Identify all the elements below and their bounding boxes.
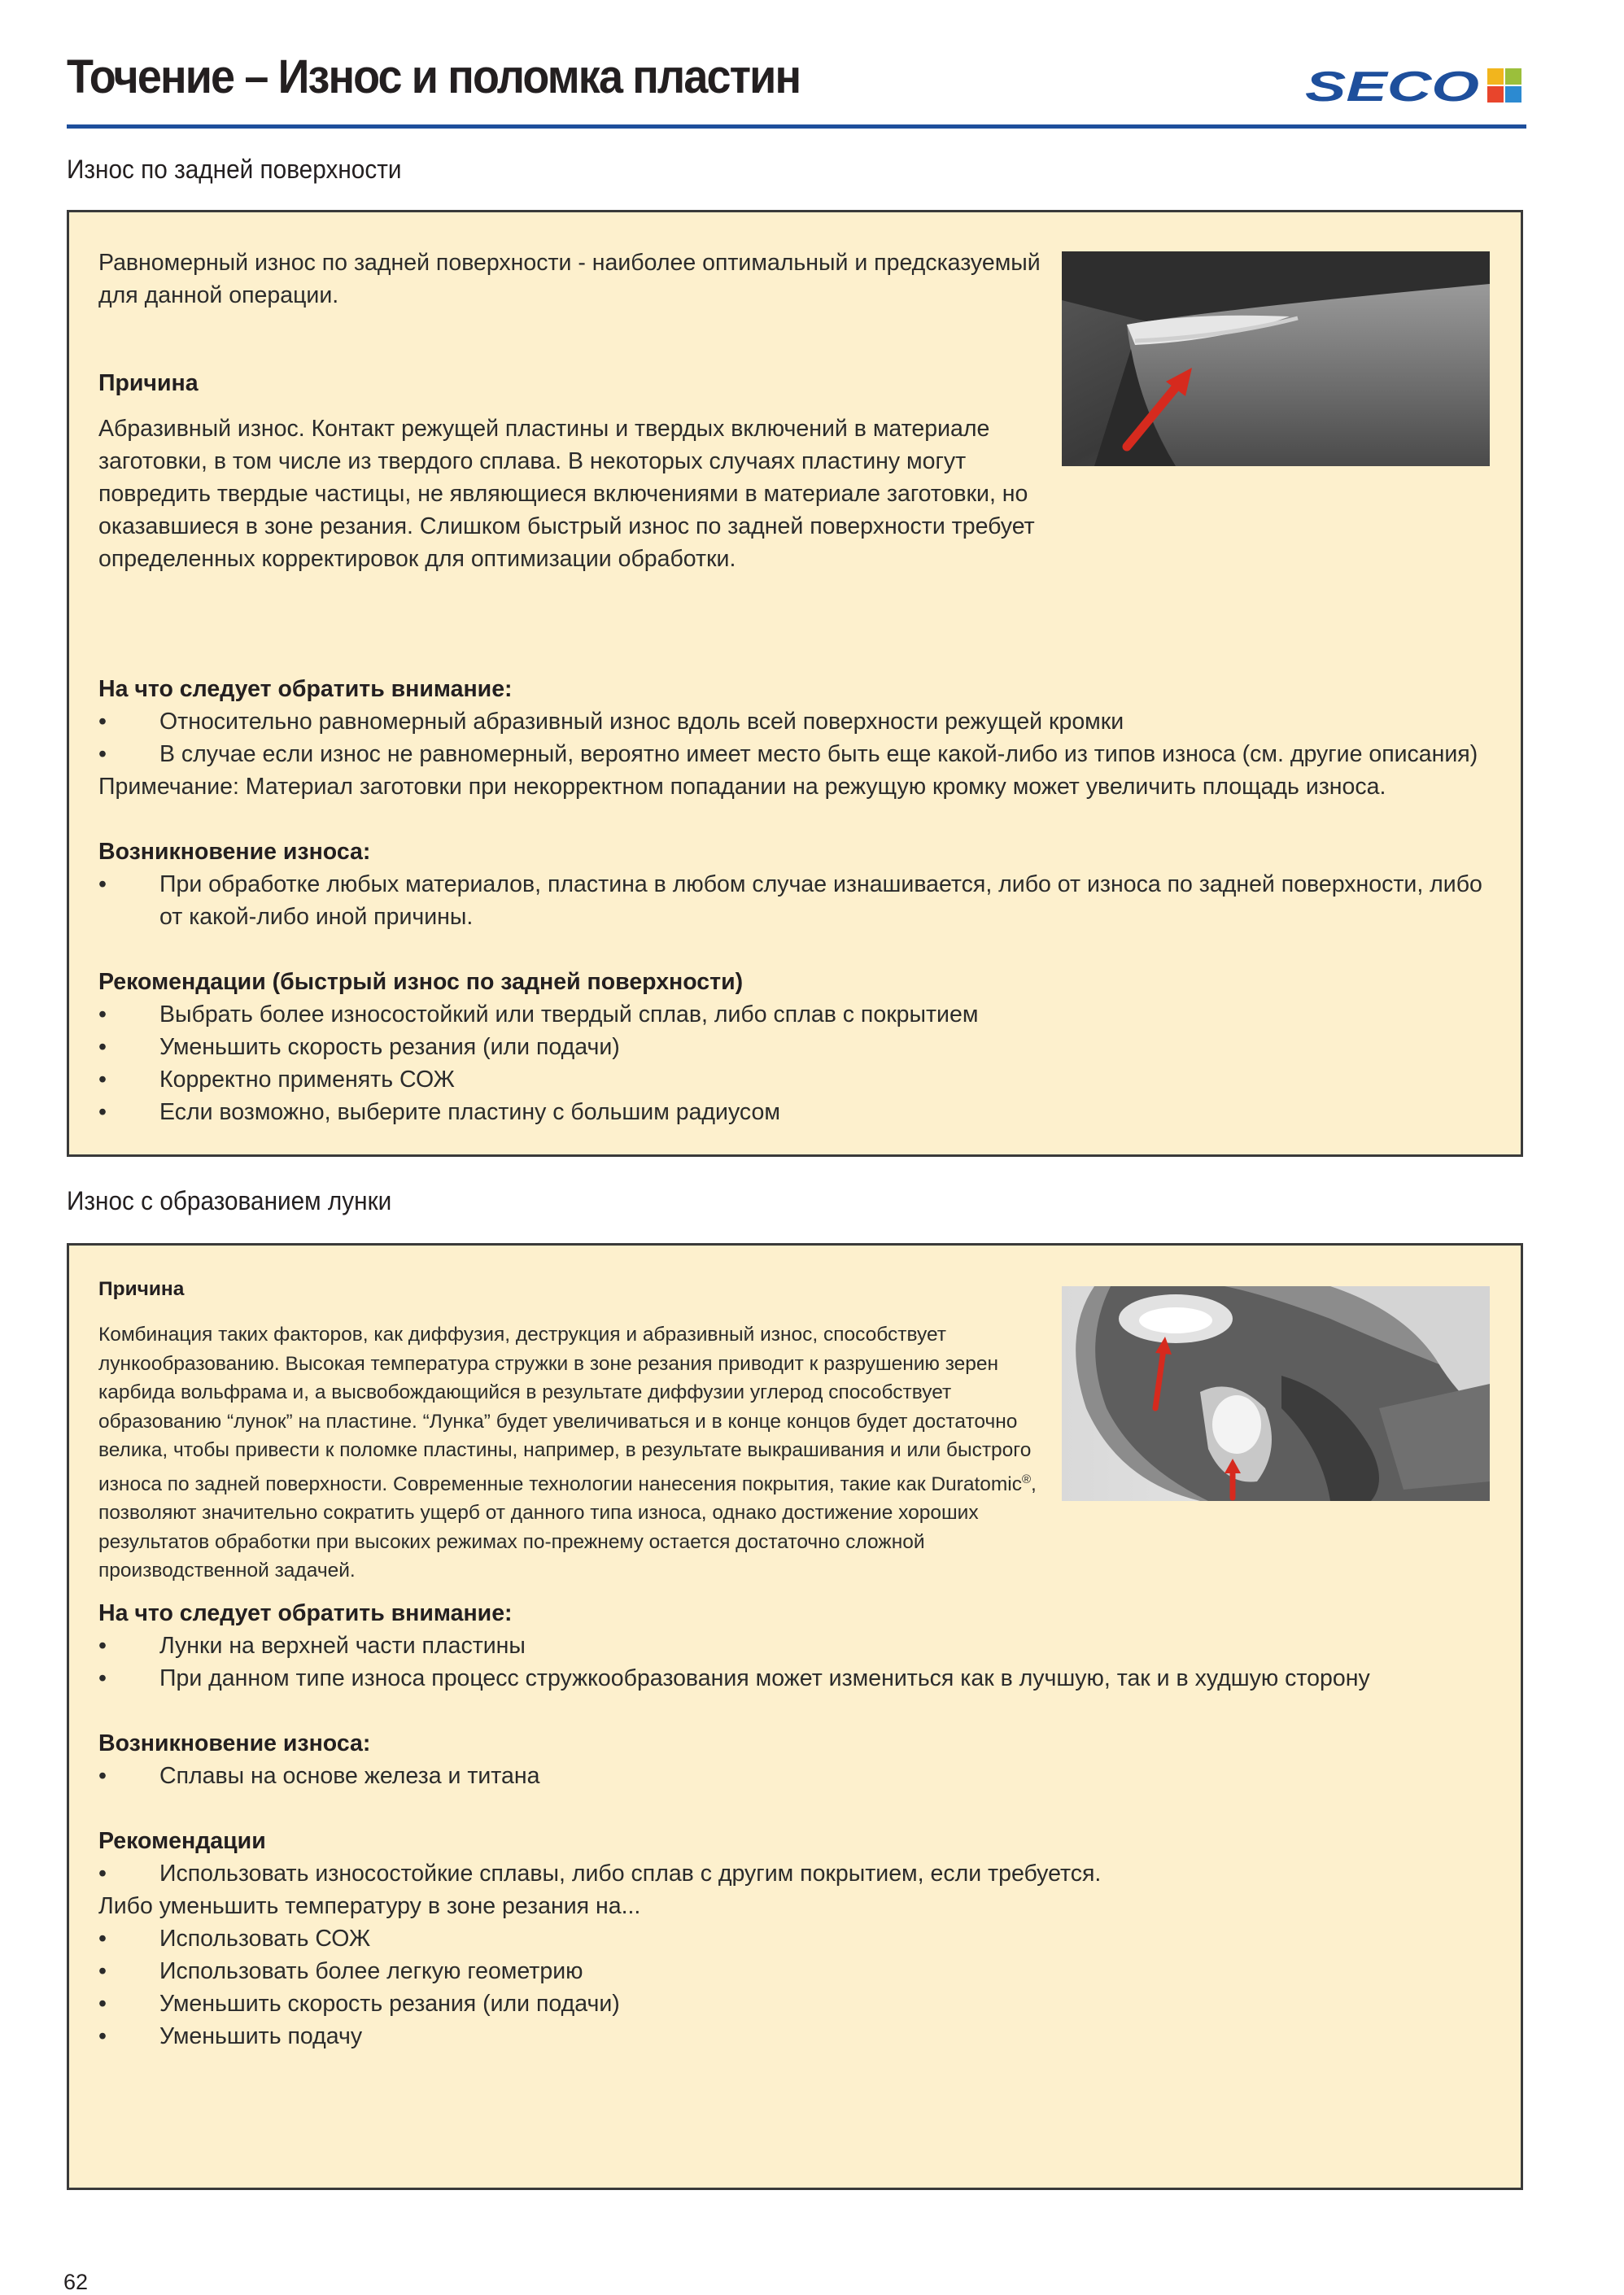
page-title: Точение – Износ и поломка пластин	[67, 50, 801, 103]
flank-intro: Равномерный износ по задней поверхности - наиболее оптимальный и предсказуемый для данной операции.	[98, 250, 1041, 308]
flank-recommend-list	[98, 998, 1496, 1128]
flank-wear-photo	[1062, 251, 1490, 466]
list-item: • Уменьшить подачу	[98, 2020, 1496, 2053]
list-item: • Сплавы на основе железа и титана	[98, 1760, 1496, 1792]
flank-note: Примечание: Материал заготовки при некорректном попадании на режущую кромку может увеличить площадь износа.	[98, 774, 1386, 800]
list-item: • В случае если износ не равномерный, вероятно имеет место быть еще какой-либо из типов износа (см. другие описания)	[98, 738, 1496, 770]
list-item: • Корректно применять СОЖ	[98, 1063, 1496, 1096]
crater-occurrence-title: Возникновение износа:	[98, 1730, 371, 1756]
crater-recommend-note: Либо уменьшить температуру в зоне резания на...	[98, 1893, 641, 1919]
registered-mark: ®	[1021, 1472, 1032, 1486]
crater-cause-text-a: Комбинация таких факторов, как диффузия, деструкция и абразивный износ, способствует лункообразованию. Высокая температура стружки в зоне резания приводит к разрушению зерен карбида вольфрама и, а высвобождающийся в результате диффузии углерод способствует образованию “лунок” на пластине. “Лунка” будет увеличиваться и в конце концов будет достаточно велика, чтобы привести к поломке пластины, например, в результате выкрашивания и или быстрого износа по задней поверхности. Современные технологии нанесения покрытия, такие как Duratomic	[98, 1324, 1032, 1495]
flank-occurrence-title: Возникновение износа:	[98, 839, 371, 865]
crater-cause-text	[98, 1320, 1042, 1586]
crater-attention-title: На что следует обратить внимание:	[98, 1600, 513, 1626]
list-item: • Относительно равномерный абразивный износ вдоль всей поверхности режущей кромки	[98, 705, 1496, 738]
list-item: • Уменьшить скорость резания (или подачи)	[98, 1031, 1496, 1063]
flank-cause-title: Причина	[98, 370, 199, 396]
crater-recommend-list-b	[98, 1922, 1496, 2053]
flank-wear-box	[67, 210, 1523, 1157]
crater-wear-box	[67, 1243, 1523, 2190]
header-rule	[67, 124, 1526, 129]
crater-recommend-title: Рекомендации	[98, 1828, 266, 1854]
crater-occurrence-list	[98, 1760, 1496, 1792]
crater-attention-list	[98, 1630, 1496, 1695]
flank-cause-text: Абразивный износ. Контакт режущей пластины и твердых включений в материале заготовки, в том числе из твердого сплава. В некоторых случаях пластину могут повредить твердые частицы, не являющиеся включениями в материале заготовки, но оказавшиеся в зоне резания. Слишком быстрый износ по задней поверхности требует определенных корректировок для оптимизации обработки.	[98, 416, 1035, 572]
logo-square-green	[1505, 68, 1521, 85]
flank-recommend-title: Рекомендации (быстрый износ по задней поверхности)	[98, 969, 744, 995]
logo-square-red	[1487, 86, 1504, 103]
list-item: • Если возможно, выберите пластину с большим радиусом	[98, 1096, 1496, 1128]
list-item: • Уменьшить скорость резания (или подачи)	[98, 1987, 1496, 2020]
seco-logo	[1305, 65, 1523, 106]
flank-occurrence-list	[98, 868, 1496, 933]
list-item: • Использовать более легкую геометрию	[98, 1955, 1496, 1987]
seco-logo-text: SECO	[1305, 65, 1479, 106]
crater-recommend-list-a	[98, 1857, 1496, 1890]
list-item: • Лунки на верхней части пластины	[98, 1630, 1496, 1662]
crater-cause-text-b: , позволяют значительно сократить ущерб от данного типа износа, однако достижение хороших результатов обработки при высоких режимах по-прежнему остается достаточно сложной производственной задачей.	[98, 1473, 1037, 1582]
page-number: 62	[63, 2270, 89, 2294]
logo-square-blue	[1505, 86, 1521, 103]
section-heading-crater-wear: Износ с образованием лунки	[67, 1186, 392, 1215]
list-item: • При данном типе износа процесс стружкообразования может измениться как в лучшую, так и в худшую сторону	[98, 1662, 1496, 1695]
section-heading-flank-wear: Износ по задней поверхности	[67, 155, 402, 184]
list-item: • Использовать СОЖ	[98, 1922, 1496, 1955]
crater-wear-photo	[1062, 1286, 1490, 1501]
crater-cause-title: Причина	[98, 1278, 185, 1300]
logo-square-yellow	[1487, 68, 1504, 85]
list-item: • Выбрать более износостойкий или твердый сплав, либо сплав с покрытием	[98, 998, 1496, 1031]
flank-attention-list	[98, 705, 1496, 770]
flank-attention-title: На что следует обратить внимание:	[98, 676, 513, 702]
list-item: • При обработке любых материалов, пластина в любом случае изнашивается, либо от износа по задней поверхности, либо от какой-либо иной причины.	[98, 868, 1496, 933]
list-item: • Использовать износостойкие сплавы, либо сплав с другим покрытием, если требуется.	[98, 1857, 1496, 1890]
